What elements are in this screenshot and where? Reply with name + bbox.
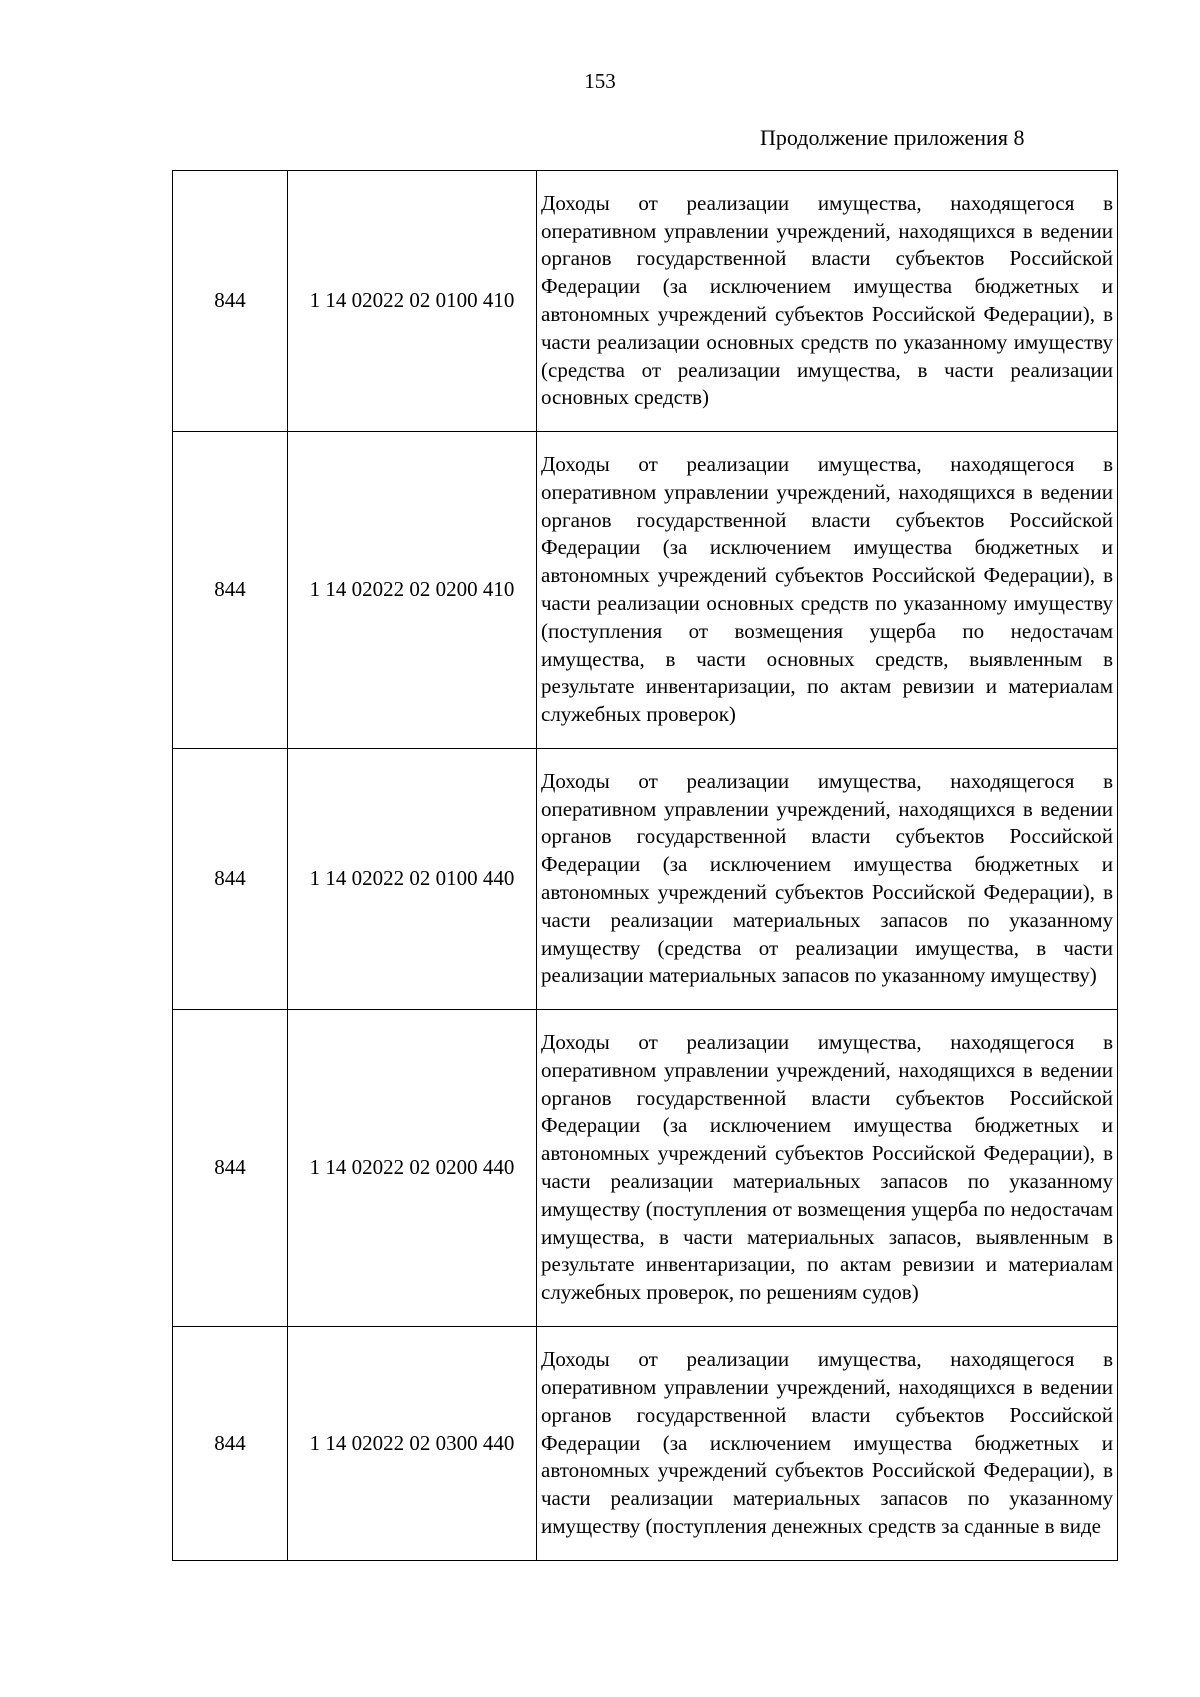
budget-codes-table	[172, 170, 1118, 1561]
table-row	[173, 1010, 1118, 1327]
appendix-continuation-note: Продолжение приложения 8	[760, 125, 1025, 150]
page-number: 153	[584, 69, 616, 93]
budget-code-cell: 1 14 02022 02 0100 410	[288, 171, 537, 432]
budget-code-cell: 1 14 02022 02 0200 440	[288, 1010, 537, 1327]
description-cell: Доходы от реализации имущества, находящегося в оперативном управлении учреждений, находящихся в ведении органов государственной власти субъектов Российской Федерации (за исключением имущества бюджетных и автономных учреждений субъектов Российской Федерации), в части реализации основных средств по указанному имуществу (поступления от возмещения ущерба по недостачам имущества, в части основных средств, выявленным в результате инвентаризации, по актам ревизии и материалам служебных проверок)	[537, 432, 1118, 749]
admin-code-cell: 844	[173, 1010, 288, 1327]
admin-code-cell: 844	[173, 1327, 288, 1561]
budget-code-cell: 1 14 02022 02 0100 440	[288, 749, 537, 1010]
description-cell: Доходы от реализации имущества, находящегося в оперативном управлении учреждений, находящихся в ведении органов государственной власти субъектов Российской Федерации (за исключением имущества бюджетных и автономных учреждений субъектов Российской Федерации), в части реализации материальных запасов по указанному имуществу (поступления от возмещения ущерба по недостачам имущества, в части материальных запасов, выявленным в результате инвентаризации, по актам ревизии и материалам служебных проверок, по решениям судов)	[537, 1010, 1118, 1327]
table-row	[173, 171, 1118, 432]
budget-code-cell: 1 14 02022 02 0200 410	[288, 432, 537, 749]
description-cell: Доходы от реализации имущества, находящегося в оперативном управлении учреждений, находящихся в ведении органов государственной власти субъектов Российской Федерации (за исключением имущества бюджетных и автономных учреждений субъектов Российской Федерации), в части реализации основных средств по указанному имуществу (средства от реализации имущества, в части реализации основных средств)	[537, 171, 1118, 432]
admin-code-cell: 844	[173, 432, 288, 749]
description-cell: Доходы от реализации имущества, находящегося в оперативном управлении учреждений, находящихся в ведении органов государственной власти субъектов Российской Федерации (за исключением имущества бюджетных и автономных учреждений субъектов Российской Федерации), в части реализации материальных запасов по указанному имуществу (поступления денежных средств за сданные в виде	[537, 1327, 1118, 1561]
description-cell: Доходы от реализации имущества, находящегося в оперативном управлении учреждений, находящихся в ведении органов государственной власти субъектов Российской Федерации (за исключением имущества бюджетных и автономных учреждений субъектов Российской Федерации), в части реализации материальных запасов по указанному имуществу (средства от реализации имущества, в части реализации материальных запасов по указанному имуществу)	[537, 749, 1118, 1010]
admin-code-cell: 844	[173, 171, 288, 432]
table-row	[173, 432, 1118, 749]
table-row	[173, 1327, 1118, 1561]
table-row	[173, 749, 1118, 1010]
admin-code-cell: 844	[173, 749, 288, 1010]
budget-code-cell: 1 14 02022 02 0300 440	[288, 1327, 537, 1561]
